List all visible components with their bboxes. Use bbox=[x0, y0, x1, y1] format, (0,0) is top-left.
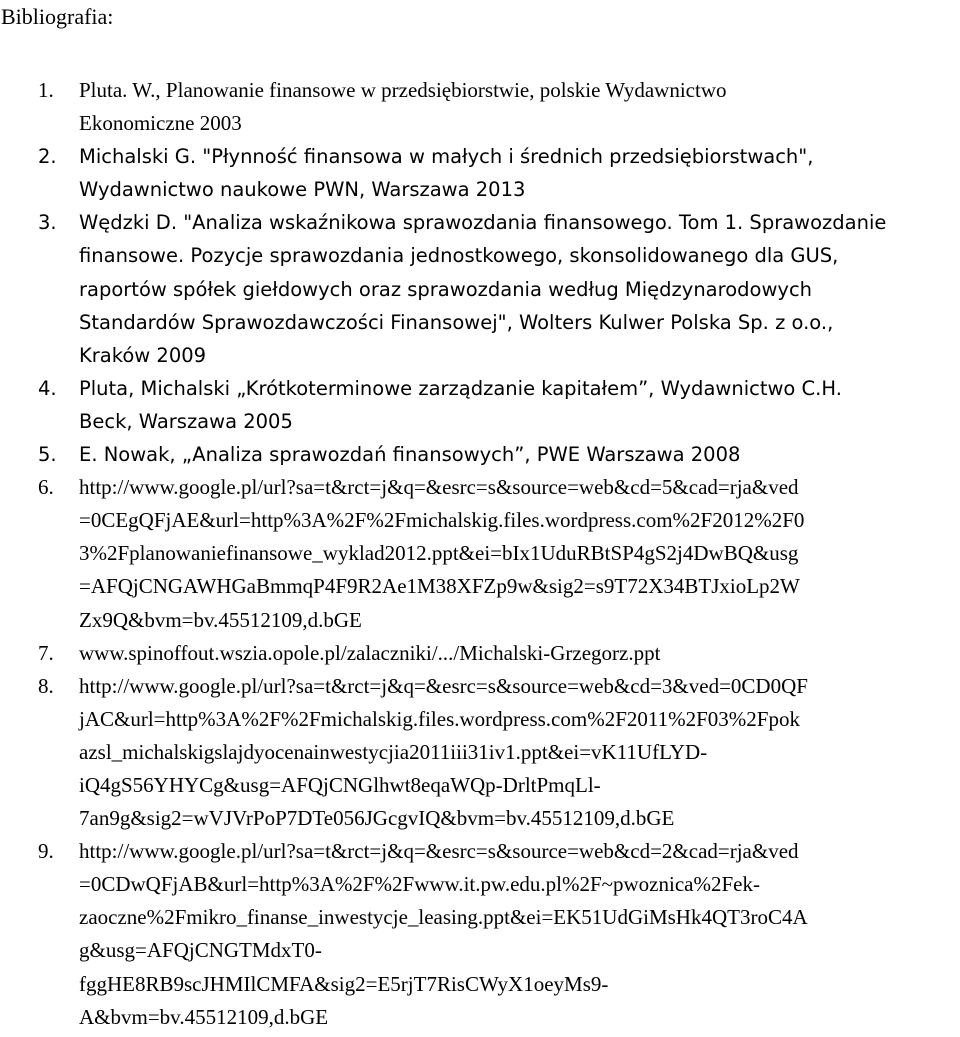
bibliography-entry bbox=[0, 438, 960, 471]
entry-number: 9. bbox=[38, 839, 54, 864]
entry-text: Michalski G. "Płynność finansowa w małych i średnich przedsiębiorstwach", Wydawnictwo naukowe PWN, Warszawa 2013 bbox=[79, 145, 814, 202]
entry-url-text[interactable]: www.spinoffout.wszia.opole.pl/zalaczniki/.../Michalski-Grzegorz.ppt bbox=[79, 640, 661, 665]
bibliography-entry bbox=[0, 637, 960, 670]
bibliography-entry bbox=[0, 140, 960, 206]
entry-text: E. Nowak, „Analiza sprawozdań finansowych”, PWE Warszawa 2008 bbox=[79, 443, 741, 467]
bibliography-entry bbox=[0, 471, 960, 636]
entry-url-text[interactable]: http://www.google.pl/url?sa=t&rct=j&q=&esrc=s&source=web&cd=2&cad=rja&ved =0CDwQFjAB&url=http%3A%2F%2Fwww.it.pw.edu.pl%2F~pwoznica%2Fek- zaoczne%2Fmikro_finanse_inwestycje_leasing.ppt&ei=EK51UdGiMsHk4QT3roC4A g&usg=AFQjCNGTMdxT0- fggHE8RB9scJHMIlCMFA&sig2=E5rjT7RisCWyX1oeyMs9- A&bvm=bv.45512109,d.bGE bbox=[79, 839, 808, 1029]
bibliography-entry bbox=[0, 74, 960, 140]
entry-number: 1. bbox=[38, 78, 54, 102]
entry-text: Pluta, Michalski „Krótkoterminowe zarządzanie kapitałem”, Wydawnictwo C.H. Beck, Warszawa 2005 bbox=[79, 376, 842, 433]
bibliography-entry bbox=[0, 372, 960, 438]
entry-text: Pluta. W., Planowanie finansowe w przedsiębiorstwie, polskie Wydawnictwo Ekonomiczne 2003 bbox=[79, 78, 727, 136]
entry-number: 4. bbox=[38, 376, 57, 400]
entry-number: 7. bbox=[38, 640, 54, 665]
entry-number: 3. bbox=[38, 211, 57, 235]
entry-number: 5. bbox=[38, 443, 57, 467]
entry-number: 6. bbox=[38, 475, 54, 500]
bibliography-entry bbox=[0, 670, 960, 835]
bibliography-entry bbox=[0, 206, 960, 371]
bibliography-list bbox=[0, 74, 960, 1034]
entry-text: Wędzki D. "Analiza wskaźnikowa sprawozdania finansowego. Tom 1. Sprawozdanie finansowe. Pozycje sprawozdania jednostkowego, skonsolidowanego dla GUS, raportów spółek giełdowych oraz sprawozdania według Międzynarodowych Standardów Sprawozdawczości Finansowej", Wolters Kulwer Polska Sp. z o.o., Kraków 2009 bbox=[79, 211, 887, 367]
entry-url-text[interactable]: http://www.google.pl/url?sa=t&rct=j&q=&esrc=s&source=web&cd=5&cad=rja&ved =0CEgQFjAE&url=http%3A%2F%2Fmichalskig.files.wordpress.com%2F2012%2F0 3%2Fplanowaniefinansowe_wyklad2012.ppt&ei=bIx1UduRBtSP4gS2j4DwBQ&usg =AFQjCNGAWHGaBmmqP4F9R2Ae1M38XFZp9w&sig2=s9T72X34BTJxioLp2W Zx9Q&bvm=bv.45512109,d.bGE bbox=[79, 475, 805, 632]
bibliography-heading: Bibliografia: bbox=[1, 4, 114, 29]
entry-url-text[interactable]: http://www.google.pl/url?sa=t&rct=j&q=&esrc=s&source=web&cd=3&ved=0CD0QF jAC&url=http%3A%2F%2Fmichalskig.files.wordpress.com%2F2011%2F03%2Fpok azsl_michalskigslajdyocenainwestycjia2011iii31iv1.ppt&ei=vK11UfLYD- iQ4gS56YHYCg&usg=AFQjCNGlhwt8eqaWQp-DrltPmqLl- 7an9g&sig2=wVJVrPoP7DTe056JGcgvIQ&bvm=bv.45512109,d.bGE bbox=[79, 673, 808, 831]
bibliography-entry bbox=[0, 835, 960, 1034]
entry-number: 2. bbox=[38, 145, 57, 169]
entry-number: 8. bbox=[38, 673, 54, 698]
